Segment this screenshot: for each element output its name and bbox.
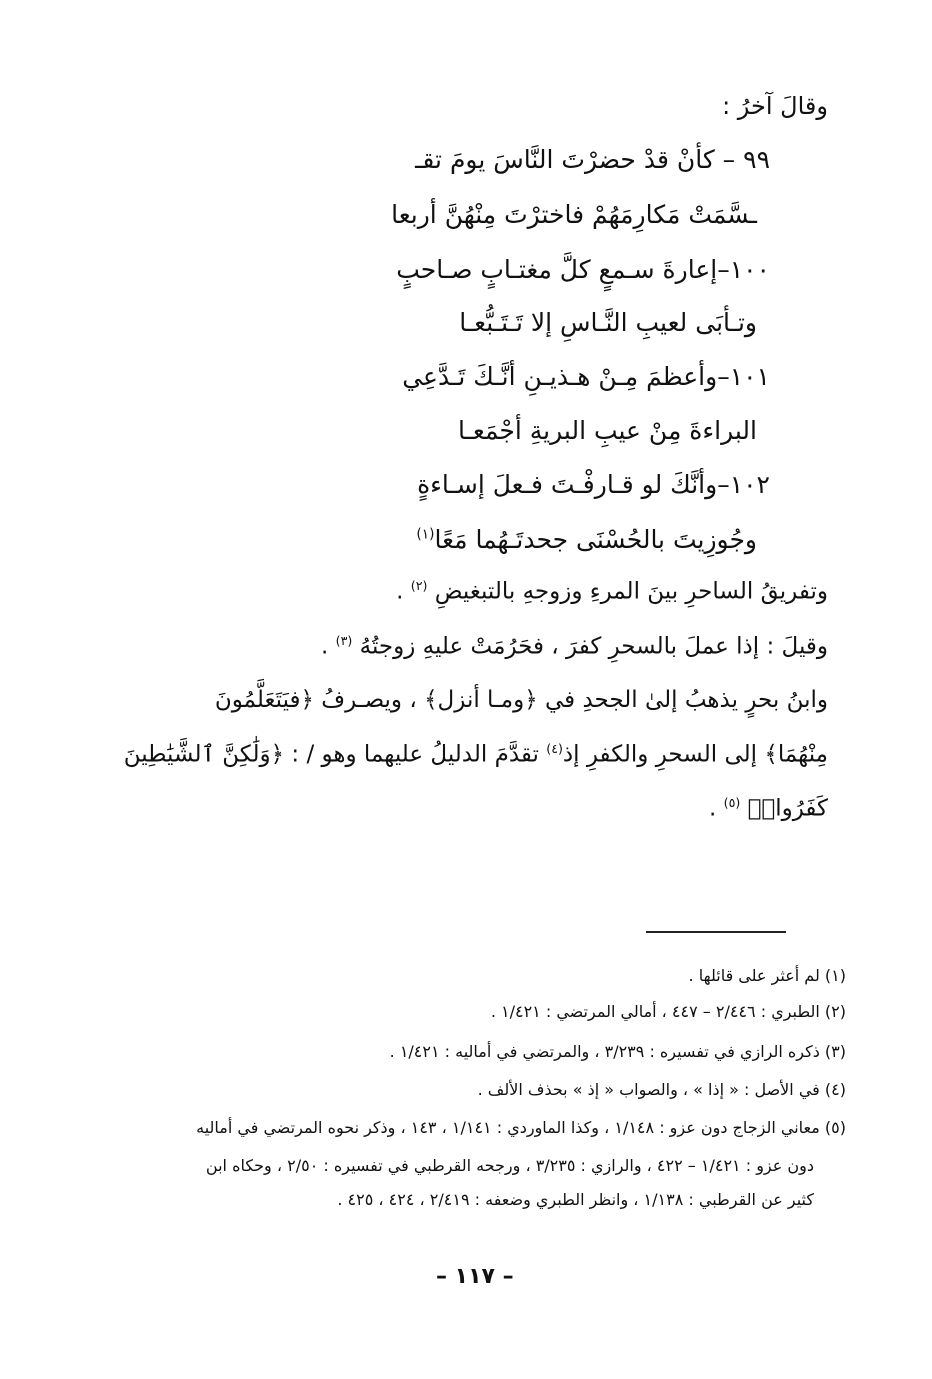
intro-line: وقالَ آخرُ : <box>722 92 828 120</box>
paragraph-ibn-bahr-line-2 <box>124 741 828 768</box>
paragraph-ibn-bahr-line-3-text: كَفَرُوا۟﴾ <box>747 795 828 822</box>
footnote-ref-2: (٢) <box>410 578 428 593</box>
paragraph-ibn-bahr-line-1: وابنُ بحرٍ يذهبُ إلىٰ الجحدِ في ﴿ومـا أنزل﴾ ، ويصـرفُ ﴿فيَتَعَلَّمُونَ <box>214 687 828 713</box>
verse-99-second-hemistich: ـسَّمَتْ مَكارِمَهُمْ فاخترْتَ مِنْهُنَّ أربعا <box>391 200 757 229</box>
footnote-4: (٤) في الأصل : « إذا » ، والصواب « إذ » بحذف الألف . <box>477 1080 846 1099</box>
footnote-3: (٣) ذكره الرازي في تفسيره : ٣/٢٣٩ ، والمرتضي في أماليه : ١/٤٢١ . <box>389 1042 846 1061</box>
verse-102-second-hemistich <box>416 525 757 554</box>
verse-100-second-hemistich: وتـأبَى لعيبِ النَّـاسِ إلا تَـتَـبُّعـا <box>459 308 757 337</box>
verse-102-first-hemistich: ١٠٢–وأنَّكَ لو قـارفْـتَ فـعلَ إسـاءةٍ <box>417 470 770 499</box>
verse-99-first-hemistich: ٩٩ – كأنْ قدْ حضرْتَ النَّاسَ يومَ تقـ <box>415 145 770 174</box>
paragraph-separation-text: وتفريقُ الساحرِ بينَ المرءِ وزوجهِ بالتبغيضِ <box>434 578 828 605</box>
paragraph-ibn-bahr-line-3: كَفَرُوا۟﴾ $^{(٥)}$ . <box>709 795 828 822</box>
paragraph-opinion: وقيلَ : إذا عملَ بالسحرِ كفرَ ، فحَرُمَتْ عليهِ زوجتُهُ $^{(٣)}$ . <box>321 633 828 660</box>
footnote-separator <box>646 931 786 933</box>
footnote-ref-5: (٥) <box>723 795 741 810</box>
paragraph-ibn-bahr-line-2a: مِنْهُمَا﴾ إلى السحرِ والكفرِ إذ <box>562 741 828 768</box>
footnote-1: (١) لم أعثر على قائلها . <box>688 966 846 985</box>
verse-101-first-hemistich: ١٠١–وأعظمَ مِـنْ هـذيـنِ أنَّـكَ تَـدَّعِي <box>402 362 770 391</box>
verse-102-second-text: وجُوزِيتَ بالحُسْنَى جحدتَـهُما مَعًا <box>434 525 757 554</box>
footnote-2: (٢) الطبري : ٢/٤٤٦ – ٤٤٧ ، أمالي المرتضي : ١/٤٢١ . <box>490 1002 846 1021</box>
paragraph-separation: وتفريقُ الساحرِ بينَ المرءِ وزوجهِ بالتبغيضِ $^{(٢)}$ . <box>396 578 828 605</box>
verse-101-second-hemistich: البراءةَ مِنْ عيبِ البريةِ أجْمَعـا <box>457 416 757 445</box>
footnote-ref-1: (١) <box>416 526 435 543</box>
paragraph-ibn-bahr-line-2b: تقدَّمَ الدليلُ عليهما وهو / : ﴿وَلَٰكِنَّ ٱلشَّيَٰطِينَ <box>123 741 547 768</box>
footnote-5-line-2: دون عزو : ١/٤٢١ – ٤٢٢ ، والرازي : ٣/٢٣٥ ، ورجحه القرطبي في تفسيره : ٢/٥٠ ، وحكاه ابن <box>205 1156 814 1175</box>
page-number: – ١١٧ – <box>436 1264 514 1289</box>
paragraph-opinion-text: وقيلَ : إذا عملَ بالسحرِ كفرَ ، فحَرُمَتْ عليهِ زوجتُهُ <box>359 633 828 660</box>
footnote-ref-3: (٣) <box>335 633 353 648</box>
verse-100-first-hemistich: ١٠٠–إعارةَ سـمعٍ كلَّ مغتـابٍ صـاحبٍ <box>396 255 770 284</box>
footnote-5-line-3: كثير عن القرطبي : ١/١٣٨ ، وانظر الطبري وضعفه : ٢/٤١٩ ، ٤٢٤ ، ٤٢٥ . <box>337 1190 814 1209</box>
footnote-5-line-1: (٥) معاني الزجاج دون عزو : ١/١٤٨ ، وكذا الماوردي : ١/١٤١ ، ١٤٣ ، وذكر نحوه المرتضي في أماليه <box>196 1118 846 1137</box>
footnote-ref-4: (٤) <box>546 741 563 756</box>
